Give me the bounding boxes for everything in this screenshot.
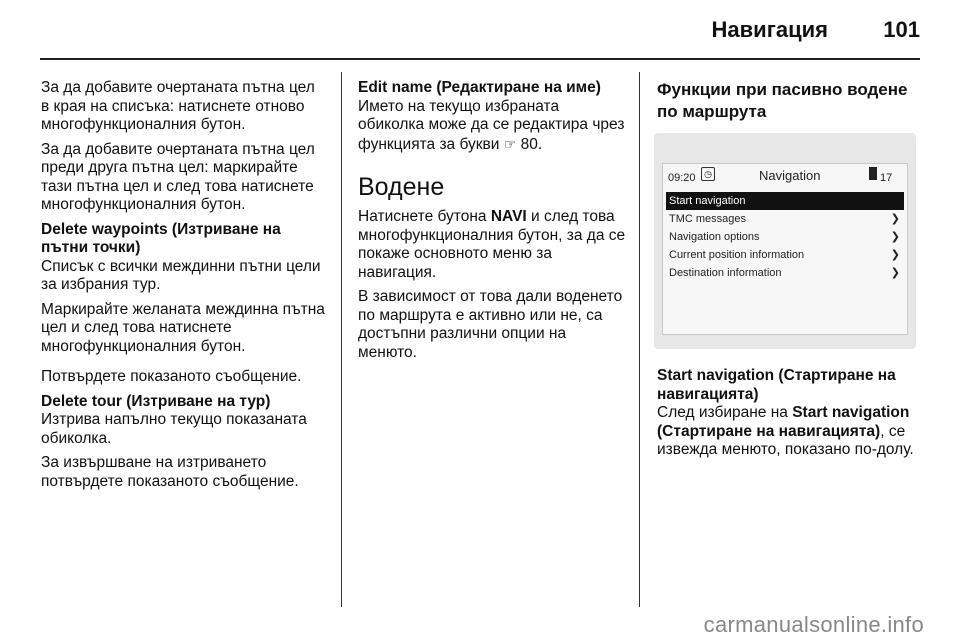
section-heading: Delete tour (Изтриване на тур)	[41, 392, 271, 410]
chevron-right-icon: ❯	[890, 249, 900, 261]
button-name: NAVI	[490, 208, 527, 225]
section-heading: Start navigation (Стартиране на навигацията)	[657, 367, 896, 403]
screen-menu-item-label: TMC messages	[669, 213, 747, 225]
navigation-screen-image	[654, 133, 916, 349]
watermark: carmanualsonline.info	[703, 612, 924, 637]
screen-menu	[666, 192, 904, 282]
screen-title: Navigation	[759, 168, 821, 183]
section-heading: Edit name (Редактиране на име)	[358, 79, 601, 96]
screen-menu-item	[666, 192, 904, 210]
text: и след това многофункционалния бутон, за да се покаже основното меню за навигация.	[358, 208, 626, 281]
text: 80.	[516, 135, 543, 153]
column-divider-1	[341, 72, 342, 607]
paragraph: Потвърдете показаното съобщение.	[41, 368, 302, 385]
paragraph: В зависимост от това дали воденето по маршрута е активно или не, са достъпни различни опции на менюто.	[358, 288, 623, 361]
paragraph: Маркирайте желаната междинна пътна цел и след това натиснете многофункционалния бутон.	[41, 300, 325, 355]
chevron-right-icon: ❯	[890, 213, 900, 225]
section-heading: Функции при пасивно водене по маршрута	[657, 80, 908, 121]
paragraph: Списък с всички междинни пътни цели за избрания тур.	[41, 257, 321, 293]
column-3	[657, 79, 919, 466]
section-title: Водене	[358, 173, 445, 201]
paragraph: За да добавите очертаната пътна цел преди друга пътна цел: маркирайте тази пътна цел и след това натиснете многофункционалния бутон.	[41, 140, 315, 213]
screen-menu-item	[666, 228, 904, 246]
screen-menu-item-label: Navigation options	[669, 231, 760, 243]
column-1	[41, 79, 326, 497]
screen-menu-item	[666, 264, 904, 282]
screen-menu-item-label: Destination information	[669, 267, 782, 279]
menu-item-name: Start navigation (Стартиране на навигацията)	[657, 404, 910, 440]
display-screen	[662, 163, 908, 335]
chevron-right-icon: ❯	[890, 231, 900, 243]
screen-menu-item	[666, 246, 904, 264]
paragraph: За да добавите очертаната пътна цел в края на списъка: натиснете отново многофункционалния бутон.	[41, 79, 315, 133]
screen-temperature: 17	[880, 172, 893, 184]
clock-icon: ◷	[701, 167, 715, 181]
screen-status-bar	[663, 164, 907, 186]
paragraph: За извършване на изтриването потвърдете показаното съобщение.	[41, 454, 299, 490]
screen-menu-item-label: Current position information	[669, 249, 805, 261]
section-heading: Delete waypoints (Изтриване на пътни точки)	[41, 220, 281, 256]
screen-menu-item-label: Start navigation	[669, 195, 746, 207]
text: Натиснете бутона	[358, 208, 491, 225]
text: Името на текущо избраната обиколка може да се редактира чрез функцията за букви	[358, 97, 625, 153]
column-divider-2	[639, 72, 640, 607]
paragraph	[358, 98, 626, 155]
text: След избиране на	[657, 404, 793, 421]
thermometer-icon	[869, 167, 877, 180]
chapter-title: Навигация	[711, 17, 828, 42]
screen-time: 09:20	[668, 172, 696, 184]
paragraph: Изтрива напълно текущо показаната обиколка.	[41, 411, 307, 447]
paragraph	[358, 208, 626, 282]
column-2	[358, 79, 626, 368]
screen-menu-item	[666, 210, 904, 228]
text: , се извежда менюто, показано по-долу.	[657, 422, 914, 458]
header-rule	[40, 58, 920, 60]
paragraph	[657, 404, 919, 460]
page-number: 101	[883, 17, 920, 42]
chevron-right-icon: ❯	[890, 267, 900, 279]
page-reference-icon: ☞	[503, 135, 517, 152]
